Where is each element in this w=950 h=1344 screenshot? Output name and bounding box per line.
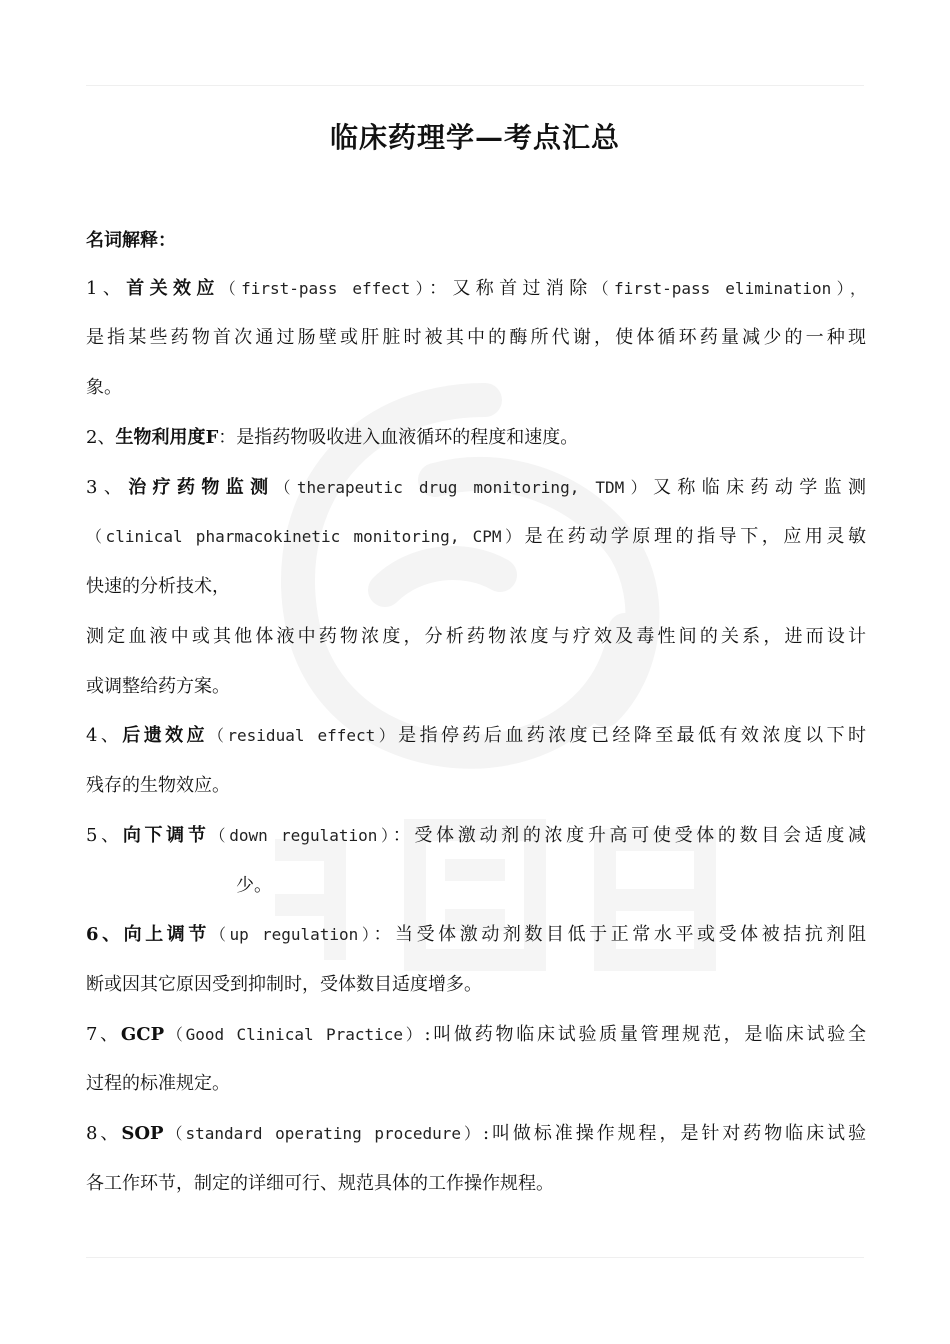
item-7-line-1: 7、GCP（Good Clinical Practice）:叫做药物临床试验质量管理规范，是临床试验全 [86,1024,866,1045]
item-1-line-1: 1、首关效应（first-pass effect）：又称首过消除（first-pass elimination）， [86,278,867,299]
item-4-line-2: 残存的生物效应。 [86,775,230,796]
item-3-line-1: 3、治疗药物监测（therapeutic drug monitoring, TDM）又称临床药动学监测 [86,477,867,498]
item-3-line-4: 测定血液中或其他体液中药物浓度，分析药物浓度与疗效及毒性间的关系，进而设计 [86,626,866,647]
item-2-line-1: 2、生物利用度F：是指药物吸收进入血液循环的程度和速度。 [86,427,579,448]
item-3-line-5: 或调整给药方案。 [86,676,230,697]
item-6-line-2: 断或因其它原因受到抑制时，受体数目适度增多。 [86,974,482,995]
section-heading: 名词解释： [86,230,176,251]
item-4-term: 后遗效应 [122,725,208,746]
item-6-term: 向上调节 [123,924,210,945]
item-6-line-1: 6、向上调节（up regulation）：当受体激动剂数目低于正常水平或受体被拮抗剂阻 [86,924,867,945]
item-2-term: 生物利用度F [115,427,219,448]
item-3-line-2: （clinical pharmacokinetic monitoring, CPM）是在药动学原理的指导下，应用灵敏 [86,526,866,547]
item-3-line-3: 快速的分析技术， [86,576,230,597]
top-rule [86,85,864,86]
item-1-line-2: 是指某些药物首次通过肠壁或肝脏时被其中的酶所代谢，使体循环药量减少的一种现 [86,327,866,348]
item-8-term: SOP [121,1123,164,1144]
item-5-term: 向下调节 [122,825,210,846]
item-5-line-1: 5、向下调节（down regulation）：受体激动剂的浓度升高可使受体的数目会适度减 [86,825,867,846]
item-8-line-1: 8、SOP（standard operating procedure）:叫做标准操作规程，是针对药物临床试验 [86,1123,866,1144]
item-7-term: GCP [120,1024,165,1045]
page-title: 临床药理学—考点汇总 [329,121,620,154]
item-3-term: 治疗药物监测 [128,477,275,498]
item-5-line-2: 少。 [236,875,272,896]
bottom-rule [86,1257,864,1258]
item-8-line-2: 各工作环节，制定的详细可行、规范具体的工作操作规程。 [86,1173,554,1194]
item-1-term: 首关效应 [126,278,220,299]
item-1-line-3: 象。 [86,377,122,398]
item-4-line-1: 4、后遗效应（residual effect）是指停药后血药浓度已经降至最低有效浓度以下时 [86,725,867,746]
item-7-line-2: 过程的标准规定。 [86,1073,230,1094]
